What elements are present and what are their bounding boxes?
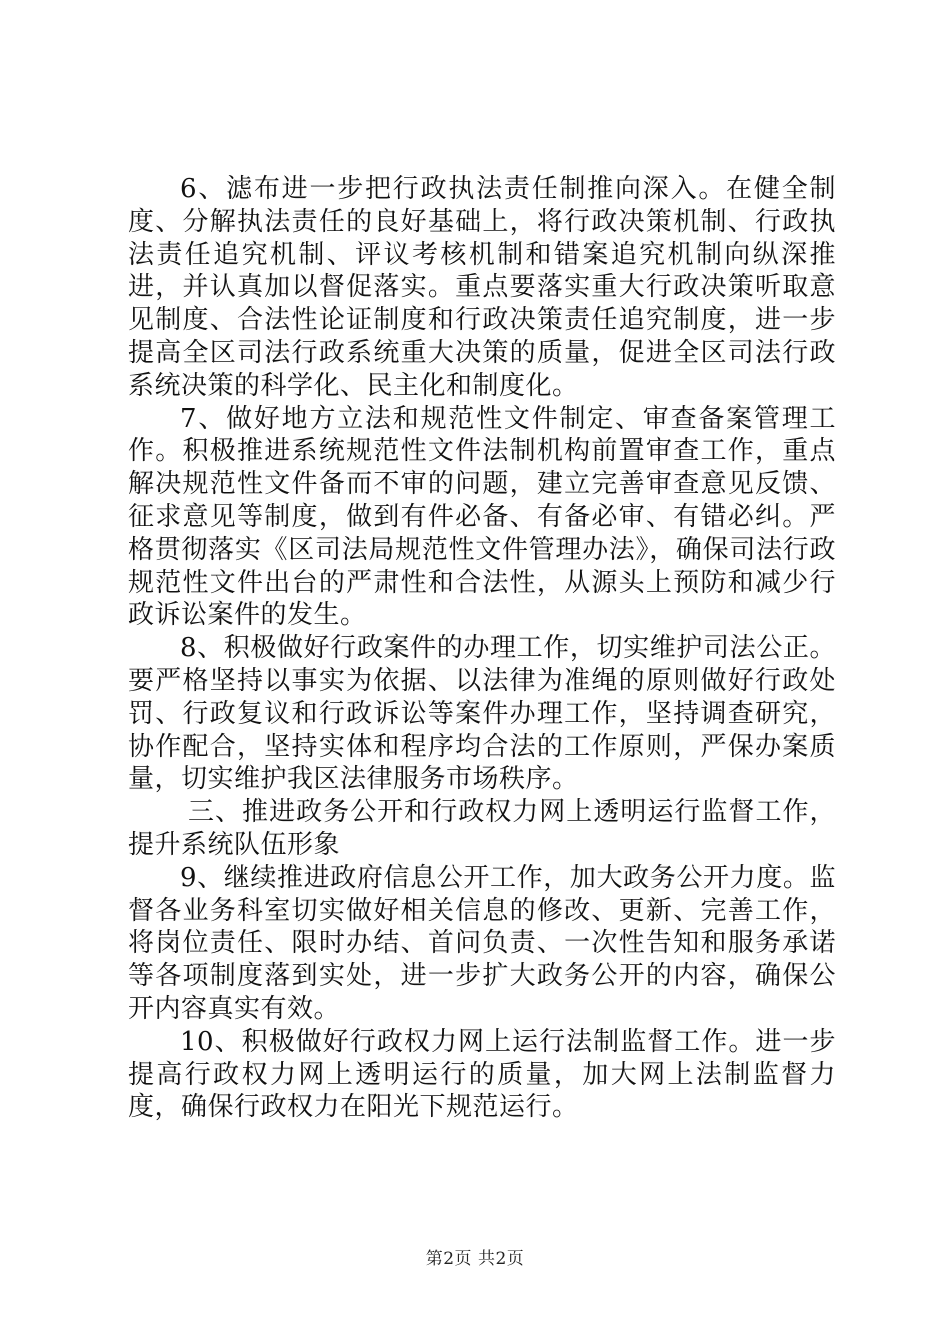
paragraph-item-6: 6、滤布进一步把行政执法责任制推向深入。在健全制度、分解执法责任的良好基础上，将行政决策机制、行政执法责任追究机制、评议考核机制和错案追究机制向纵深推进，并认真加以督促落实。重点要落实重大行政决策听取意见制度、合法性论证制度和行政决策责任追究制度，进一步提高全区司法行政系统重大决策的质量，促进全区司法行政系统决策的科学化、民主化和制度化。: [128, 174, 836, 401]
paragraph-item-10: 10、积极做好行政权力网上运行法制监督工作。进一步提高行政权力网上透明运行的质量，加大网上法制监督力度，确保行政权力在阳光下规范运行。: [128, 1026, 836, 1123]
paragraph-item-7: 7、做好地方立法和规范性文件制定、审查备案管理工作。积极推进系统规范性文件法制机构前置审查工作，重点解决规范性文件备而不审的问题，建立完善审查意见反馈、征求意见等制度，做到有件必备、有备必审、有错必纠。严格贯彻落实《区司法局规范性文件管理办法》，确保司法行政规范性文件出台的严肃性和合法性，从源头上预防和减少行政诉讼案件的发生。: [128, 403, 836, 631]
paragraph-item-8: 8、积极做好行政案件的办理工作，切实维护司法公正。要严格坚持以事实为依据、以法律为准绳的原则做好行政处罚、行政复议和行政诉讼等案件办理工作，坚持调查研究，协作配合，坚持实体和程序均合法的工作原则，严保办案质量，切实维护我区法律服务市场秩序。: [128, 633, 836, 795]
paragraph-item-9: 9、继续推进政府信息公开工作，加大政务公开力度。监督各业务科室切实做好相关信息的修改、更新、完善工作，将岗位责任、限时办结、首问负责、一次性告知和服务承诺等各项制度落到实处，进一步扩大政务公开的内容，确保公开内容真实有效。: [128, 862, 836, 1024]
section-heading-3: 三、推进政务公开和行政权力网上透明运行监督工作，提升系统队伍形象: [128, 797, 836, 860]
page-number-footer: 第2页 共2页: [425, 1249, 525, 1269]
document-body: [128, 173, 836, 1124]
